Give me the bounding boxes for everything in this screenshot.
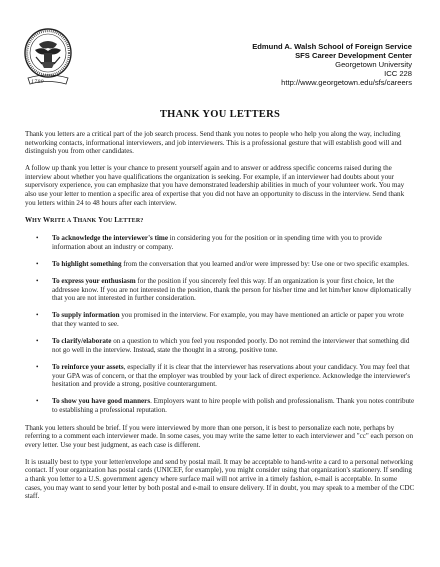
list-item: • To reinforce your assets, especially if it is clear that the interviewer has reservations about your candidacy. You may feel that your GPA was of concern, or that the employer was troubled by your lack of direct experience. Acknowledge the interviewer's hesitation and provide a strong, positive counterargument. xyxy=(36,363,411,389)
list-item: • To acknowledge the interviewer's time in considering you for the position or in spending time with you to provide information about an industry or company. xyxy=(36,234,382,251)
bullet-icon: • xyxy=(36,277,39,286)
intro-paragraph: Thank you letters are a critical part of the job search process. Send thank you notes to people who help you along the way, including networking contacts, informational interviewers, and job interviewers. This is a professional gesture that will establish good will and distinguish you from other candidates. xyxy=(25,130,402,156)
reasons-list xyxy=(25,234,415,414)
document-body xyxy=(25,130,415,509)
seal-year-text: 1789 xyxy=(31,79,44,85)
bullet-icon: • xyxy=(36,311,39,320)
list-item: • To express your enthusiasm for the position if you sincerely feel this way. If an organization is your first choice, let the addressee know. If you are not interested in the position, thank the person for his/her time and let him/her know diplomatically that you are not interested in further consideration. xyxy=(36,277,412,303)
list-item: • To clarify/elaborate on a question to which you feel you responded poorly. Do not remind the interviewer that something did not go well in the interview. Instead, state the thought in a strong, positive tone. xyxy=(36,337,410,354)
why-write-heading: WHY WRITE A THANK YOU LETTER? xyxy=(25,215,144,224)
bullet-icon: • xyxy=(36,337,39,346)
bullet-icon: • xyxy=(36,363,39,372)
brevity-paragraph: Thank you letters should be brief. If you were interviewed by more than one person, it is best to personalize each note, perhaps by referring to a comment each interviewer made. In some cases, you may write the same letter to each interviewer and "cc" each person on every letter. Use your best judgment, as each case is different. xyxy=(25,423,414,449)
office-header xyxy=(252,42,412,87)
delivery-paragraph: It is usually best to type your letter/envelope and send by postal mail. It may be acceptable to hand-write a card to a personal networking contact. If your organization has postal cards (UNICEF, for example), you might consider using that organization's stationery. If sending a thank you letter to a U.S. government agency where surface mail will not arrive in a timely fashion, e-mail is acceptable. In some cases, you may want to send your letter by both postal and e-mail to ensure delivery. If in doubt, you may speak to a member of the CDC staff. xyxy=(25,457,415,501)
office-room: ICC 228 xyxy=(384,69,412,79)
followup-paragraph: A follow up thank you letter is your chance to present yourself again and to answer or address specific concerns raised during the interview about whether you have qualifications the organization is seeking. For example, if an interviewer had doubts about your supervisory experience, you can emphasize that you have demonstrated leadership abilities in much of your volunteer work. You may also use your letter to mention a specific area of expertise that you did not have an opportunity to discuss in the interview. Send thank you letters within 24 to 48 hours after each interview. xyxy=(25,164,405,207)
center-name: SFS Career Development Center xyxy=(295,51,412,61)
university-name: Georgetown University xyxy=(335,60,412,70)
page-title: THANK YOU LETTERS xyxy=(159,109,281,120)
school-name: Edmund A. Walsh School of Foreign Service xyxy=(252,42,412,51)
website-url: http://www.georgetown.edu/sfs/careers xyxy=(281,78,412,88)
bullet-icon: • xyxy=(36,259,39,268)
bullet-icon: • xyxy=(36,397,39,406)
list-item: • To highlight something from the conversation that you learned and/or were impressed by: Use one or two specific examples. xyxy=(36,259,409,268)
list-item: • To show you have good manners. Employers want to hire people with polish and professionalism. Thank you notes contribute to establishing a professional reputation. xyxy=(36,397,415,414)
bullet-icon: • xyxy=(36,234,39,243)
university-seal-logo xyxy=(22,26,74,92)
list-item: • To supply information you promised in the interview. For example, you may have mentioned an article or paper you wrote that they wanted to see. xyxy=(36,311,404,329)
